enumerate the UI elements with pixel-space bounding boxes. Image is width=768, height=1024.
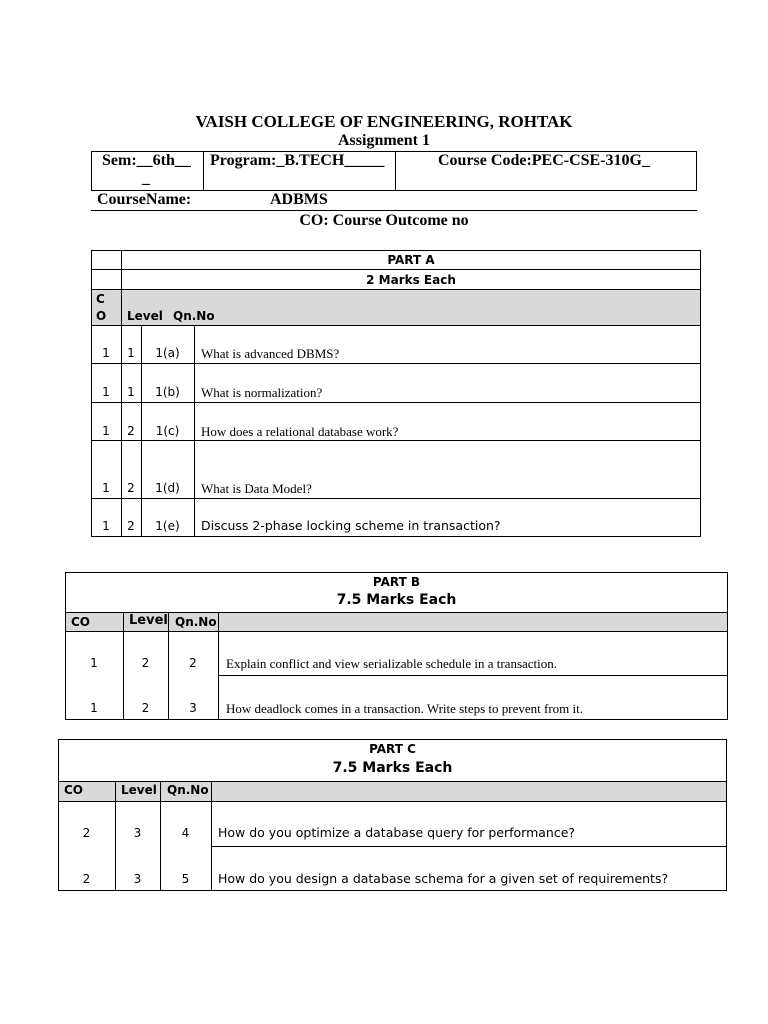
part-a-row-3-question: How does a relational database work? bbox=[201, 424, 399, 439]
part-c-row-1-question: How do you optimize a database query for performance? bbox=[218, 825, 576, 840]
part-a-row-5-co: 1 bbox=[102, 519, 110, 533]
part-c-row-1-qno: 4 bbox=[181, 826, 190, 840]
part-c-row-2-question: How do you design a database schema for a given set of requirements? bbox=[218, 871, 669, 886]
co-note: CO: Course Outcome no bbox=[299, 212, 469, 229]
part-c-col-level: Level bbox=[121, 783, 157, 797]
part-a-row-1-question: What is advanced DBMS? bbox=[201, 346, 340, 361]
part-b-row-2-level: 2 bbox=[141, 701, 150, 715]
part-a-row-1-level: 1 bbox=[127, 346, 135, 360]
part-a-row-2-question: What is normalization? bbox=[201, 385, 323, 400]
semester-label-continued: _ bbox=[142, 170, 150, 187]
part-a-row-1-co: 1 bbox=[102, 346, 110, 360]
part-b-col-qno: Qn.No bbox=[175, 615, 217, 629]
part-a-row-4-question: What is Data Model? bbox=[201, 481, 312, 496]
college-name: VAISH COLLEGE OF ENGINEERING, ROHTAK bbox=[195, 112, 573, 131]
course-name-value: ADBMS bbox=[270, 191, 328, 208]
part-c-col-qno: Qn.No bbox=[167, 783, 209, 797]
part-a-row-4-level: 2 bbox=[127, 481, 135, 495]
part-a-marks: 2 Marks Each bbox=[366, 273, 456, 287]
semester-label: Sem:__6th__ bbox=[102, 152, 191, 169]
part-b-title: PART B bbox=[372, 575, 421, 589]
assignment-title: Assignment 1 bbox=[337, 132, 430, 149]
divider bbox=[91, 210, 697, 211]
part-c-row-1-level: 3 bbox=[133, 826, 142, 840]
part-b-marks: 7.5 Marks Each bbox=[336, 592, 457, 608]
part-b-row-1-level: 2 bbox=[141, 656, 150, 670]
part-a-row-5-qno: 1(e) bbox=[155, 519, 180, 533]
part-a-row-4-co: 1 bbox=[102, 481, 110, 495]
part-a-col-co-2: O bbox=[96, 309, 107, 323]
part-b-row-2-question: How deadlock comes in a transaction. Write steps to prevent from it. bbox=[226, 701, 583, 716]
part-c-marks: 7.5 Marks Each bbox=[332, 760, 453, 776]
part-c-row-2-qno: 5 bbox=[181, 872, 190, 886]
part-a-row-5-level: 2 bbox=[127, 519, 135, 533]
part-b-row-2-co: 1 bbox=[90, 701, 98, 715]
part-a-row-2-level: 1 bbox=[127, 385, 135, 399]
part-a-col-qno: Qn.No bbox=[173, 309, 215, 323]
part-a-row-1-qno: 1(a) bbox=[155, 346, 180, 360]
part-c-row-2-co: 2 bbox=[82, 872, 91, 886]
course-code-label: Course Code:PEC-CSE-310G_ bbox=[438, 152, 650, 169]
part-a-col-co: C bbox=[96, 292, 105, 306]
program-label: Program:_B.TECH_____ bbox=[210, 152, 385, 169]
part-c-row-2-level: 3 bbox=[133, 872, 142, 886]
part-b-row-2-qno: 3 bbox=[189, 701, 197, 715]
part-a-title: PART A bbox=[387, 253, 435, 267]
part-b-col-level: Level bbox=[129, 613, 168, 628]
part-a-row-3-co: 1 bbox=[102, 424, 110, 438]
course-info-table bbox=[91, 151, 697, 191]
course-name-label: CourseName: bbox=[97, 191, 192, 208]
part-c-row-1-co: 2 bbox=[82, 826, 91, 840]
part-a-row-5-question: Discuss 2-phase locking scheme in transaction? bbox=[201, 518, 501, 533]
part-a-row-2-qno: 1(b) bbox=[155, 385, 180, 399]
part-c-title: PART C bbox=[369, 742, 416, 756]
part-b-col-co: CO bbox=[71, 615, 91, 629]
part-b-row-1-qno: 2 bbox=[189, 656, 197, 670]
part-c-col-co: CO bbox=[64, 783, 84, 797]
part-a-row-4-qno: 1(d) bbox=[155, 481, 180, 495]
part-b-row-1-co: 1 bbox=[90, 656, 98, 670]
part-a-row-3-level: 2 bbox=[127, 424, 135, 438]
part-a-col-level: Level bbox=[127, 309, 163, 323]
part-a-row-2-co: 1 bbox=[102, 385, 110, 399]
part-b-row-1-question: Explain conflict and view serializable schedule in a transaction. bbox=[226, 656, 558, 671]
part-a-row-3-qno: 1(c) bbox=[155, 424, 180, 438]
